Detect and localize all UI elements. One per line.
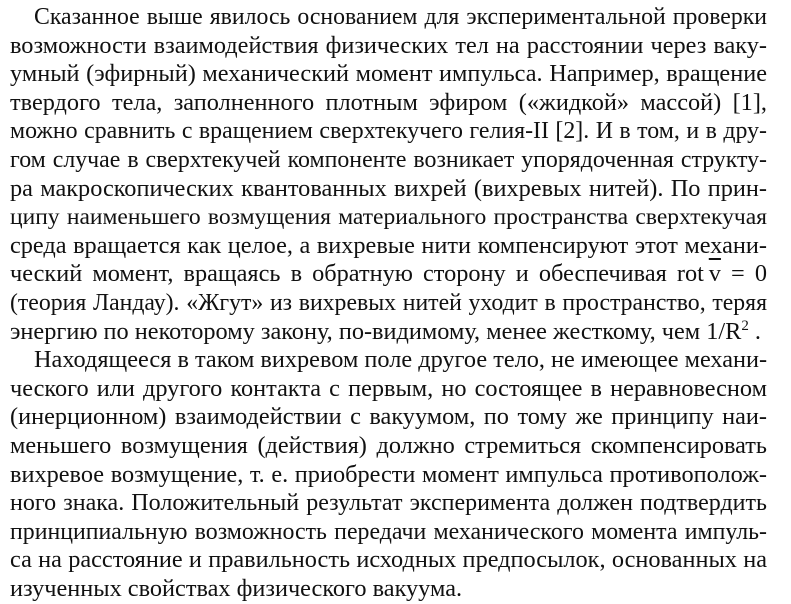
text-line: меньшего возмущения (действия) должно стремиться скомпенсировать (10, 432, 767, 459)
text-line: са на расстояние и правильность исходных предпосылок, основанных на (10, 546, 767, 573)
text-line: Находящееся в таком вихревом поле другое тело, не имеющее механи- (34, 346, 768, 373)
last-suffix: . (748, 318, 761, 345)
last-prefix: энергию по некоторому закону, по-видимому, менее жесткому, чем 1/R (10, 318, 742, 345)
text-line: вихревое возмущение, т. е. приобрести момент импульса противополож- (10, 461, 767, 488)
text-line-last (10, 317, 767, 347)
text-line: изученных свойствах физического вакуума. (10, 575, 463, 602)
text-line: гом случае в сверхтекучей компоненте возникает упорядоченная структу- (10, 147, 767, 173)
text-line: (инерционном) взаимодействии с вакуумом, по тому же принципу наи- (10, 403, 767, 430)
superscript-2: 2 (741, 318, 749, 334)
text-line: ного знака. Положительный результат эксперимента должен подтвердить (10, 490, 767, 516)
text-line: ципу наименьшего возмущения материального пространства сверхтекучая (10, 204, 767, 230)
rot-suffix: = 0 (720, 260, 767, 287)
text-line: твердого тела, заполненного плотным эфиром («жидкой» массой) [1], (10, 89, 767, 116)
text-line: (теория Ландау). «Жгут» из вихревых нитей уходит в пространство, теряя (10, 290, 767, 316)
text-line: можно сравнить с вращением сверхтекучего гелия-II [2]. И в том, и в дру- (10, 118, 767, 144)
rot-prefix: ческий момент, вращаясь в обратную сторону и обеспечивая rot (10, 260, 704, 287)
text-line: Сказанное выше явилось основанием для экспериментальной проверки (34, 4, 767, 30)
text-line: среда вращается как целое, а вихревые нити компенсируют этот механи- (10, 232, 767, 259)
text-line: ра макроскопических квантованных вихрей (вихревых нитей). По прин- (10, 175, 767, 202)
text-line: ческого или другого контакта с первым, но состоящее в неравновесном (10, 375, 767, 402)
text-line: умный (эфирный) механический момент импульса. Например, вращение (10, 60, 767, 87)
vector-v: $\overline{v}$ (708, 260, 721, 287)
text-line-rot (10, 259, 767, 289)
text-line: возможности взаимодействия физических тел на расстоянии через ваку- (10, 32, 767, 59)
text-line: принципиальную возможность передачи механического момента импуль- (10, 519, 767, 545)
